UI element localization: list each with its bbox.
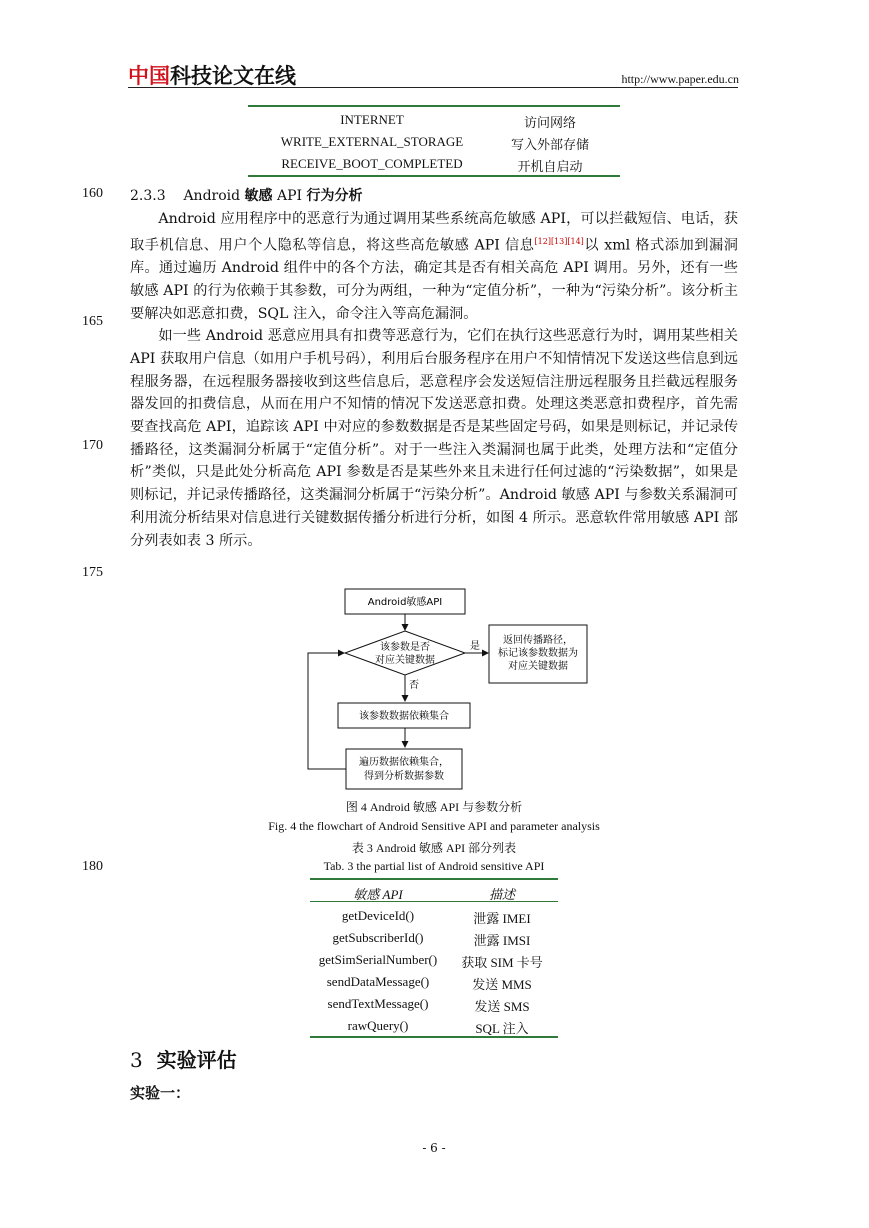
perm-table-bottom-rule <box>248 175 620 177</box>
section-title-mid: API <box>277 188 303 204</box>
table3-desc-4: 发送 SMS <box>474 999 530 1014</box>
section-title-prefix: Android <box>183 188 241 204</box>
perm-name-2: RECEIVE_BOOT_COMPLETED <box>281 156 463 171</box>
section-heading <box>130 185 363 205</box>
body-text <box>130 208 738 552</box>
table3-desc-3: 发送 MMS <box>472 977 532 992</box>
table3-api-5: rawQuery() <box>347 1018 409 1033</box>
table3-bottom-rule <box>310 1036 558 1038</box>
perm-table-top-rule <box>248 105 620 107</box>
line-number-170: 170 <box>82 438 103 453</box>
flow-decision-text-2: 对应关键数据 <box>375 655 435 666</box>
table3-desc-0: 泄露 IMEI <box>473 911 531 926</box>
table3-top-rule <box>310 878 558 880</box>
perm-desc-2: 开机自启动 <box>517 159 583 174</box>
line-number-165: 165 <box>82 314 103 329</box>
section3-heading <box>130 1044 237 1073</box>
flow-box-traverse <box>346 749 462 789</box>
p1-text-b: 以 xml 格式添加到漏洞库。通过遍历 Android 组件中的各个方法，确定其是否有相关高危 API 调用。另外，还有一些敏感 API 的行为依赖于其参数，可分为两组，一种为“定值分析”，一种为“污染分析”。该分析主要解决如恶意扣费，SQL 注入，命令注入等高危漏洞。 <box>130 237 738 322</box>
flow-no-label: 否 <box>409 680 419 691</box>
perm-name-0: INTERNET <box>340 112 404 127</box>
table3-desc-1: 泄露 IMSI <box>473 933 531 948</box>
table3-api-3: sendDataMessage() <box>326 974 430 989</box>
perm-desc-0: 访问网络 <box>523 115 576 130</box>
table3-api-2: getSimSerialNumber() <box>318 952 438 967</box>
flow-traverse-text-1: 遍历数据依赖集合， <box>359 757 449 768</box>
section-title-bold: 敏感 <box>244 188 273 204</box>
flow-start-text: Android敏感API <box>367 597 443 608</box>
logo-black-text: 科技论文在线 <box>170 64 296 88</box>
paragraph-1 <box>130 208 738 325</box>
table-caption-en: Tab. 3 the partial list of Android sensitive API <box>323 859 545 873</box>
table3-header-rule <box>310 901 558 902</box>
perm-name-1: WRITE_EXTERNAL_STORAGE <box>280 134 464 149</box>
line-number-180: 180 <box>82 859 103 874</box>
paragraph-2: 如一些 Android 恶意应用具有扣费等恶意行为，它们在执行这些恶意行为时，调用某些相关 API 获取用户信息（如用户手机号码），利用后台服务程序在用户不知情情况下发送这些信息到远程服务器，在远程服务器接收到这些信息后，恶意程序会发送短信注册远程服务且拦截远程服务器发回的扣费信息，从而在用户不知情的情况下发送恶意扣费。处理这类恶意扣费程序，首先需要查找高危 API，追踪该 API 中对应的参数数据是否是某些固定号码，如果是则标记，并记录传播路径，这类漏洞分析属于“定值分析”。对于一些注入类漏洞也属于此类，处理方法和“定值分析”类似，只是此处分析高危 API 参数是否是某些外来且未进行任何过滤的“污染数据”，如果是则标记，并记录传播路径，这类漏洞分析属于“污染分析”。Android 敏感 API 与参数关系漏洞可利用流分析结果对信息进行关键数据传播分析进行分析，如图 4 所示。恶意软件常用敏感 API 部分列表如表 3 所示。 <box>130 328 738 549</box>
flow-yes-label: 是 <box>470 641 480 652</box>
table3-api-0: getDeviceId() <box>341 908 415 923</box>
table3-api-1: getSubscriberId() <box>332 930 424 945</box>
flow-dependency-text: 该参数数据依赖集合 <box>359 711 449 722</box>
flow-decision-text-1: 该参数是否 <box>380 642 430 653</box>
header-url[interactable]: http://www.paper.edu.cn <box>621 72 739 86</box>
table3-desc-2: 获取 SIM 卡号 <box>461 955 543 970</box>
perm-desc-1: 写入外部存储 <box>510 137 589 152</box>
figure-caption-cn: 图 4 Android 敏感 API 与参数分析 <box>345 800 523 814</box>
table3-desc-5: SQL 注入 <box>475 1021 529 1036</box>
section-number: 2.3.3 <box>130 188 166 204</box>
table3-header-api: 敏感 API <box>353 887 403 902</box>
flow-decision <box>345 631 465 675</box>
flow-yes-text-2: 标记该参数数据为 <box>498 648 578 659</box>
section3-title: 实验评估 <box>156 1048 237 1072</box>
citation-refs[interactable]: [12][13][14] <box>534 236 584 246</box>
flowchart-figure <box>300 585 600 790</box>
line-number-160: 160 <box>82 186 103 201</box>
section3-number: 3 <box>130 1048 143 1072</box>
experiment-label: 实验一： <box>130 1084 191 1102</box>
table-caption-cn: 表 3 Android 敏感 API 部分列表 <box>351 841 517 855</box>
logo-red-text: 中国 <box>128 64 170 88</box>
header-rule <box>128 87 738 88</box>
flow-yes-text-3: 对应关键数据 <box>508 661 568 672</box>
table3-header-desc: 描述 <box>488 887 515 902</box>
figure-caption-en: Fig. 4 the flowchart of Android Sensitive API and parameter analysis <box>268 819 600 833</box>
section-title-bold2: 行为分析 <box>306 188 363 204</box>
page-number: - 6 - <box>422 1141 446 1155</box>
flow-yes-text-1: 返回传播路径， <box>503 635 573 646</box>
flow-traverse-text-2: 得到分析数据参数 <box>364 771 444 782</box>
p1-text-a: Android 应用程序中的恶意行为通过调用某些系统高危敏感 API，可以拦截短信、电话，获取手机信息、用户个人隐私等信息，将这些高危敏感 API 信息 <box>130 211 738 254</box>
journal-logo <box>128 60 296 90</box>
table3-api-4: sendTextMessage() <box>327 996 429 1011</box>
line-number-175: 175 <box>82 565 103 580</box>
